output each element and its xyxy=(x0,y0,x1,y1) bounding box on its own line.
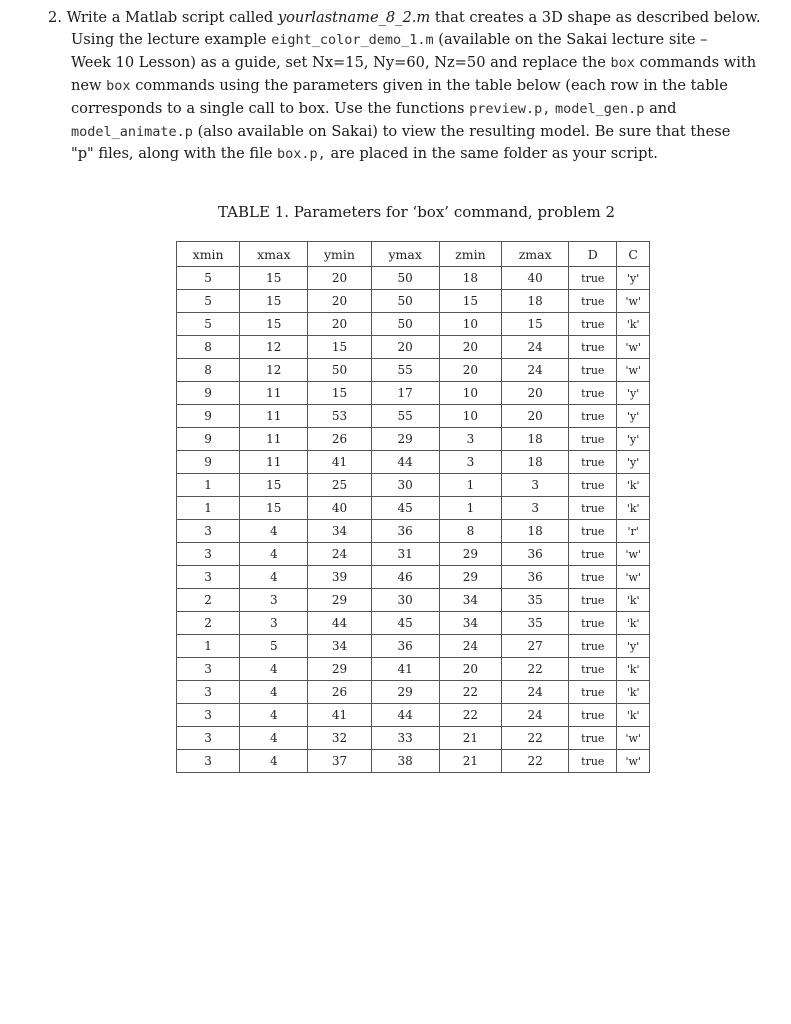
table-cell-d: true xyxy=(569,681,617,704)
table-cell-ymax: 50 xyxy=(371,267,439,290)
column-header-zmax: zmax xyxy=(502,242,569,267)
table-cell-xmin: 3 xyxy=(177,658,240,681)
model-gen-filename: model_gen.p xyxy=(555,100,645,117)
table-cell-d: true xyxy=(569,612,617,635)
table-cell-zmin: 1 xyxy=(439,474,501,497)
table-body xyxy=(177,267,650,773)
table-cell-xmin: 2 xyxy=(177,612,240,635)
column-header-zmin: zmin xyxy=(439,242,501,267)
table-cell-zmin: 3 xyxy=(439,428,501,451)
table-cell-xmin: 1 xyxy=(177,497,240,520)
table-cell-zmax: 3 xyxy=(502,474,569,497)
table-cell-zmin: 21 xyxy=(439,750,501,773)
table-row xyxy=(177,681,650,704)
table-header-row xyxy=(177,242,650,267)
table-cell-d: true xyxy=(569,313,617,336)
table-cell-zmax: 22 xyxy=(502,750,569,773)
table-cell-c: 'w' xyxy=(617,750,650,773)
table-cell-xmin: 3 xyxy=(177,520,240,543)
table-row xyxy=(177,750,650,773)
table-cell-c: 'y' xyxy=(617,405,650,428)
table-cell-ymax: 36 xyxy=(371,635,439,658)
table-cell-xmax: 11 xyxy=(240,405,308,428)
table-cell-zmin: 1 xyxy=(439,497,501,520)
table-cell-ymin: 41 xyxy=(308,451,371,474)
table-cell-d: true xyxy=(569,566,617,589)
table-cell-ymax: 20 xyxy=(371,336,439,359)
table-cell-d: true xyxy=(569,382,617,405)
table-cell-d: true xyxy=(569,290,617,313)
script-filename: yourlastname_8_2.m xyxy=(277,9,431,26)
table-cell-xmax: 4 xyxy=(240,750,308,773)
table-cell-ymin: 32 xyxy=(308,727,371,750)
table-cell-zmin: 34 xyxy=(439,589,501,612)
table-cell-xmax: 4 xyxy=(240,658,308,681)
column-header-ymax: ymax xyxy=(371,242,439,267)
table-cell-ymin: 20 xyxy=(308,267,371,290)
table-cell-c: 'k' xyxy=(617,497,650,520)
preview-filename: preview.p, xyxy=(469,100,551,117)
table-cell-xmin: 3 xyxy=(177,543,240,566)
table-cell-zmin: 29 xyxy=(439,566,501,589)
table-row xyxy=(177,405,650,428)
table-cell-d: true xyxy=(569,451,617,474)
table-cell-ymax: 55 xyxy=(371,359,439,382)
table-cell-ymax: 44 xyxy=(371,451,439,474)
table-cell-d: true xyxy=(569,497,617,520)
table-row xyxy=(177,428,650,451)
table-cell-c: 'w' xyxy=(617,336,650,359)
table-cell-zmin: 10 xyxy=(439,382,501,405)
table-cell-ymin: 26 xyxy=(308,681,371,704)
table-cell-xmax: 15 xyxy=(240,267,308,290)
table-cell-ymin: 34 xyxy=(308,520,371,543)
table-cell-xmin: 9 xyxy=(177,382,240,405)
table-row xyxy=(177,474,650,497)
table-cell-c: 'k' xyxy=(617,658,650,681)
table-row xyxy=(177,612,650,635)
table-cell-d: true xyxy=(569,658,617,681)
table-cell-ymin: 24 xyxy=(308,543,371,566)
table-cell-zmax: 36 xyxy=(502,543,569,566)
table-cell-ymax: 31 xyxy=(371,543,439,566)
table-cell-zmax: 24 xyxy=(502,336,569,359)
table-cell-zmax: 22 xyxy=(502,727,569,750)
table-cell-zmax: 20 xyxy=(502,405,569,428)
table-cell-ymin: 25 xyxy=(308,474,371,497)
table-cell-xmax: 11 xyxy=(240,451,308,474)
table-cell-ymin: 20 xyxy=(308,313,371,336)
table-cell-xmin: 3 xyxy=(177,750,240,773)
table-cell-d: true xyxy=(569,336,617,359)
table-cell-ymax: 41 xyxy=(371,658,439,681)
column-header-c: C xyxy=(617,242,650,267)
table-cell-c: 'y' xyxy=(617,267,650,290)
table-cell-xmin: 5 xyxy=(177,290,240,313)
table-cell-zmin: 34 xyxy=(439,612,501,635)
table-cell-xmin: 2 xyxy=(177,589,240,612)
table-cell-zmax: 36 xyxy=(502,566,569,589)
table-cell-c: 'r' xyxy=(617,520,650,543)
table-cell-zmin: 21 xyxy=(439,727,501,750)
table-cell-ymin: 37 xyxy=(308,750,371,773)
table-row xyxy=(177,520,650,543)
table-cell-xmax: 3 xyxy=(240,612,308,635)
table-cell-c: 'y' xyxy=(617,382,650,405)
table-cell-ymax: 45 xyxy=(371,612,439,635)
problem-line-5: corresponds to a single call to box. Use the functions preview.p, model_gen.p and xyxy=(71,99,677,117)
table-cell-zmin: 29 xyxy=(439,543,501,566)
table-cell-xmin: 9 xyxy=(177,451,240,474)
column-header-ymin: ymin xyxy=(308,242,371,267)
table-caption: TABLE 1. Parameters for ‘box’ command, problem 2 xyxy=(218,203,616,221)
table-row xyxy=(177,267,650,290)
table-cell-ymin: 34 xyxy=(308,635,371,658)
table-cell-xmax: 4 xyxy=(240,727,308,750)
table-cell-ymin: 44 xyxy=(308,612,371,635)
table-cell-xmax: 5 xyxy=(240,635,308,658)
table-row xyxy=(177,635,650,658)
table-cell-ymin: 29 xyxy=(308,589,371,612)
table-cell-zmin: 20 xyxy=(439,359,501,382)
table-cell-c: 'k' xyxy=(617,474,650,497)
table-cell-zmax: 35 xyxy=(502,589,569,612)
table-cell-xmin: 9 xyxy=(177,428,240,451)
table-cell-ymin: 15 xyxy=(308,336,371,359)
table-cell-c: 'k' xyxy=(617,681,650,704)
table-cell-ymin: 26 xyxy=(308,428,371,451)
table-cell-zmax: 18 xyxy=(502,290,569,313)
table-cell-zmax: 35 xyxy=(502,612,569,635)
table-cell-zmin: 15 xyxy=(439,290,501,313)
table-cell-ymin: 40 xyxy=(308,497,371,520)
table-cell-ymax: 46 xyxy=(371,566,439,589)
table-cell-d: true xyxy=(569,727,617,750)
model-animate-filename: model_animate.p xyxy=(71,123,193,140)
problem-line-1: 2. Write a Matlab script called yourlastname_8_2.m that creates a 3D shape as described below. xyxy=(48,9,761,26)
table-cell-zmin: 8 xyxy=(439,520,501,543)
table-cell-d: true xyxy=(569,543,617,566)
table-cell-zmin: 10 xyxy=(439,313,501,336)
table-cell-xmin: 8 xyxy=(177,359,240,382)
table-cell-ymax: 30 xyxy=(371,589,439,612)
table-cell-ymin: 50 xyxy=(308,359,371,382)
table-cell-xmax: 4 xyxy=(240,543,308,566)
table-cell-d: true xyxy=(569,474,617,497)
table-cell-d: true xyxy=(569,405,617,428)
table-cell-xmin: 5 xyxy=(177,267,240,290)
table-cell-ymin: 15 xyxy=(308,382,371,405)
table-cell-c: 'w' xyxy=(617,543,650,566)
table-cell-ymax: 30 xyxy=(371,474,439,497)
table-cell-zmax: 18 xyxy=(502,451,569,474)
table-row xyxy=(177,451,650,474)
problem-statement xyxy=(48,7,778,166)
table-row xyxy=(177,359,650,382)
table-cell-c: 'w' xyxy=(617,290,650,313)
table-row xyxy=(177,543,650,566)
table-cell-d: true xyxy=(569,520,617,543)
table-cell-xmax: 11 xyxy=(240,382,308,405)
table-cell-ymax: 29 xyxy=(371,428,439,451)
table-row xyxy=(177,382,650,405)
table-cell-xmax: 15 xyxy=(240,497,308,520)
table-cell-d: true xyxy=(569,635,617,658)
parameters-table xyxy=(176,241,650,773)
table-cell-c: 'y' xyxy=(617,428,650,451)
table-cell-c: 'w' xyxy=(617,566,650,589)
table-cell-zmax: 24 xyxy=(502,704,569,727)
table-row xyxy=(177,313,650,336)
table-cell-ymax: 36 xyxy=(371,520,439,543)
table-cell-d: true xyxy=(569,589,617,612)
table-cell-ymax: 50 xyxy=(371,290,439,313)
table-cell-zmax: 40 xyxy=(502,267,569,290)
table-cell-xmax: 15 xyxy=(240,313,308,336)
table-cell-xmax: 4 xyxy=(240,566,308,589)
table-cell-ymax: 17 xyxy=(371,382,439,405)
table-cell-d: true xyxy=(569,750,617,773)
table-cell-xmax: 4 xyxy=(240,704,308,727)
demo-filename: eight_color_demo_1.m xyxy=(271,31,434,48)
table-cell-zmin: 20 xyxy=(439,658,501,681)
table-cell-xmin: 3 xyxy=(177,566,240,589)
table-cell-c: 'w' xyxy=(617,359,650,382)
table-cell-zmax: 18 xyxy=(502,520,569,543)
table-cell-zmin: 22 xyxy=(439,681,501,704)
table-cell-ymax: 45 xyxy=(371,497,439,520)
problem-number: 2. xyxy=(48,9,62,26)
table-cell-zmin: 10 xyxy=(439,405,501,428)
table-cell-c: 'w' xyxy=(617,727,650,750)
table-cell-d: true xyxy=(569,704,617,727)
problem-line-4: new box commands using the parameters given in the table below (each row in the table xyxy=(71,76,728,94)
table-cell-zmin: 3 xyxy=(439,451,501,474)
table-row xyxy=(177,727,650,750)
table-cell-d: true xyxy=(569,267,617,290)
table-cell-d: true xyxy=(569,359,617,382)
table-row xyxy=(177,497,650,520)
column-header-d: D xyxy=(569,242,617,267)
table-cell-c: 'k' xyxy=(617,704,650,727)
table-cell-ymin: 29 xyxy=(308,658,371,681)
problem-line-6: model_animate.p (also available on Sakai) to view the resulting model. Be sure that these xyxy=(71,122,731,140)
column-header-xmin: xmin xyxy=(177,242,240,267)
table-cell-xmax: 15 xyxy=(240,290,308,313)
table-row xyxy=(177,566,650,589)
table-cell-xmin: 5 xyxy=(177,313,240,336)
column-header-xmax: xmax xyxy=(240,242,308,267)
table-row xyxy=(177,658,650,681)
table-cell-d: true xyxy=(569,428,617,451)
table-cell-ymax: 29 xyxy=(371,681,439,704)
table-cell-xmin: 1 xyxy=(177,474,240,497)
table-cell-zmax: 3 xyxy=(502,497,569,520)
table-cell-zmax: 15 xyxy=(502,313,569,336)
problem-line-7: "p" files, along with the file box.p, are placed in the same folder as your script. xyxy=(71,145,658,163)
table-row xyxy=(177,290,650,313)
table-cell-xmin: 8 xyxy=(177,336,240,359)
problem-line-3: Week 10 Lesson) as a guide, set Nx=15, Ny=60, Nz=50 and replace the box commands with xyxy=(71,53,757,71)
table-cell-xmax: 11 xyxy=(240,428,308,451)
table-cell-zmin: 20 xyxy=(439,336,501,359)
table-cell-c: 'k' xyxy=(617,589,650,612)
table-cell-xmin: 3 xyxy=(177,727,240,750)
table-cell-ymax: 38 xyxy=(371,750,439,773)
table-cell-zmax: 22 xyxy=(502,658,569,681)
table-cell-c: 'y' xyxy=(617,451,650,474)
table-row xyxy=(177,336,650,359)
table-cell-xmax: 12 xyxy=(240,359,308,382)
table-cell-c: 'k' xyxy=(617,313,650,336)
table-cell-ymax: 44 xyxy=(371,704,439,727)
table-row xyxy=(177,704,650,727)
table-cell-xmin: 3 xyxy=(177,704,240,727)
table-cell-xmax: 4 xyxy=(240,520,308,543)
table-cell-xmin: 1 xyxy=(177,635,240,658)
table-cell-zmax: 18 xyxy=(502,428,569,451)
table-cell-zmax: 27 xyxy=(502,635,569,658)
table-cell-zmin: 24 xyxy=(439,635,501,658)
table-cell-ymax: 50 xyxy=(371,313,439,336)
table-cell-xmax: 12 xyxy=(240,336,308,359)
table-cell-ymin: 53 xyxy=(308,405,371,428)
table-cell-ymin: 39 xyxy=(308,566,371,589)
table-cell-xmax: 15 xyxy=(240,474,308,497)
table-cell-ymin: 20 xyxy=(308,290,371,313)
table-row xyxy=(177,589,650,612)
table-cell-zmax: 20 xyxy=(502,382,569,405)
table-cell-xmin: 3 xyxy=(177,681,240,704)
box-p-filename: box.p, xyxy=(277,146,326,163)
table-cell-ymax: 55 xyxy=(371,405,439,428)
table-cell-xmax: 3 xyxy=(240,589,308,612)
table-cell-c: 'k' xyxy=(617,612,650,635)
table-cell-c: 'y' xyxy=(617,635,650,658)
table-cell-ymin: 41 xyxy=(308,704,371,727)
table-cell-xmax: 4 xyxy=(240,681,308,704)
table-cell-zmin: 22 xyxy=(439,704,501,727)
problem-line-2: Using the lecture example eight_color_demo_1.m (available on the Sakai lecture site – xyxy=(71,30,708,48)
table-cell-zmax: 24 xyxy=(502,681,569,704)
table-cell-zmin: 18 xyxy=(439,267,501,290)
table-cell-zmax: 24 xyxy=(502,359,569,382)
table-cell-ymax: 33 xyxy=(371,727,439,750)
table-cell-xmin: 9 xyxy=(177,405,240,428)
